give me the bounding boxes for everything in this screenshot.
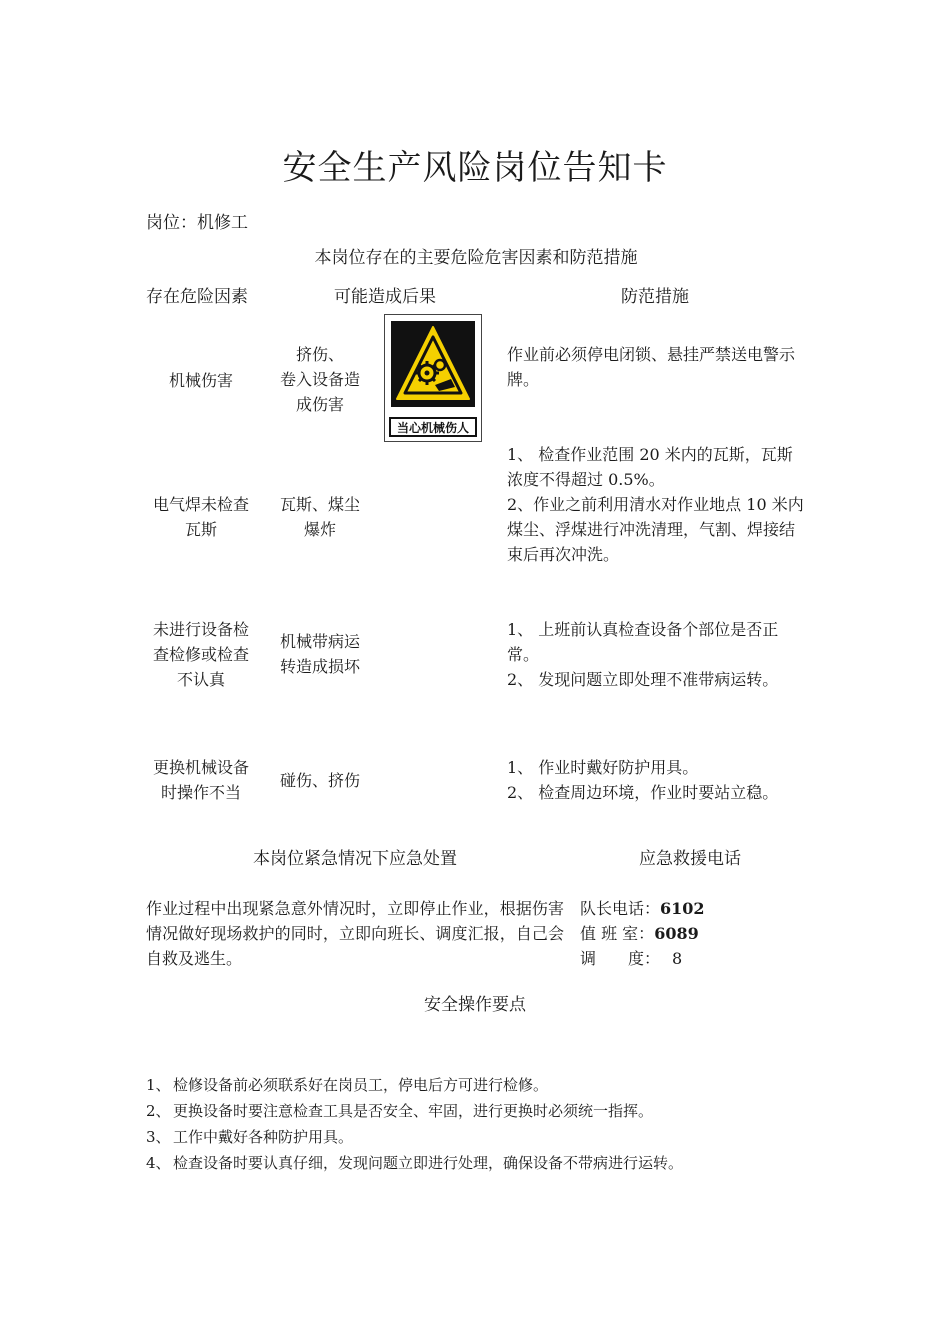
ops-title: 安全操作要点	[424, 995, 526, 1015]
page-title: 安全生产风险岗位告知卡	[282, 148, 668, 188]
ops-text: 工作中戴好各种防护用具。	[173, 1128, 354, 1146]
phone-row	[580, 946, 780, 971]
ops-text: 更换设备时要注意检查工具是否安全、牢固，进行更换时必须统一指挥。	[173, 1102, 654, 1120]
row4-consequence-line: 碰伤、挤伤	[279, 771, 360, 790]
phone-number: 8	[672, 949, 683, 968]
gear-hand-warning-icon	[385, 315, 481, 415]
row2-consequence-line: 瓦斯、煤尘	[279, 495, 360, 514]
sign-label: 当心机械伤人	[389, 417, 477, 437]
phone-list	[580, 896, 780, 971]
row4-measures	[507, 755, 807, 805]
ops-num: 3、	[146, 1128, 171, 1146]
row1-consequence	[270, 342, 370, 417]
row4-consequence	[270, 768, 370, 793]
row3-hazard: 未进行设备检查检修或检查不认真	[152, 620, 249, 689]
col-header-hazard: 存在危险因素	[146, 287, 248, 307]
row1-hazard: 机械伤害	[168, 371, 233, 390]
col-header-consequence: 可能造成后果	[334, 287, 436, 307]
post-line	[146, 210, 248, 236]
ops-text: 检查设备时要认真仔细，发现问题立即进行处理，确保设备不带病进行运转。	[173, 1154, 684, 1172]
phone-label: 队长电话：	[580, 899, 661, 918]
row3-consequence	[270, 629, 370, 679]
ops-num: 1、	[146, 1076, 171, 1094]
warning-sign	[384, 314, 482, 442]
row3-measure: 2、 发现问题立即处理不准带病运转。	[507, 670, 779, 689]
emergency-title: 本岗位紧急情况下应急处置	[253, 849, 457, 869]
col-header-measures: 防范措施	[621, 287, 689, 307]
phone-label: 值 班 室：	[580, 924, 655, 943]
row2-measures	[507, 442, 807, 567]
ops-list	[146, 1072, 826, 1176]
post-value: 机修工	[197, 213, 248, 233]
list-item	[146, 1150, 826, 1176]
post-label: 岗位：	[146, 213, 197, 233]
row1-consequence-line: 成伤害	[295, 395, 344, 414]
row4-measure: 1、 作业时戴好防护用具。	[507, 758, 699, 777]
row2-hazard: 电气焊未检查瓦斯	[152, 495, 249, 539]
phone-row	[580, 896, 780, 921]
hazard-section-title: 本岗位存在的主要危险危害因素和防范措施	[314, 248, 638, 268]
phone-row	[580, 921, 780, 946]
row3-consequence-line: 机械带病运	[279, 632, 360, 651]
phone-number: 6102	[660, 899, 705, 918]
list-item	[146, 1124, 826, 1150]
phones-title: 应急救援电话	[639, 849, 741, 869]
row3-consequence-line: 转造成损坏	[279, 657, 360, 676]
list-item	[146, 1072, 826, 1098]
row1-measure: 作业前必须停电闭锁、悬挂严禁送电警示牌。	[507, 345, 796, 389]
row1-consequence-line: 卷入设备造	[279, 370, 360, 389]
emergency-text: 作业过程中出现紧急意外情况时，立即停止作业，根据伤害情况做好现场救护的同时，立即向班长、调度汇报，自己会自救及逃生。	[146, 899, 564, 968]
phone-number: 6089	[654, 924, 699, 943]
row2-consequence-line: 爆炸	[303, 520, 336, 539]
ops-num: 4、	[146, 1154, 171, 1172]
row4-measure: 2、 检查周边环境，作业时要站立稳。	[507, 783, 779, 802]
list-item	[146, 1098, 826, 1124]
phone-label: 调 度：	[580, 949, 661, 968]
row2-consequence	[270, 492, 370, 542]
row4-hazard: 更换机械设备时操作不当	[152, 758, 249, 802]
row1-measures	[507, 342, 807, 392]
row3-measures	[507, 617, 807, 692]
row2-measure: 1、 检查作业范围 20 米内的瓦斯，瓦斯浓度不得超过 0.5%。	[507, 445, 793, 489]
ops-text: 检修设备前必须联系好在岗员工，停电后方可进行检修。	[173, 1076, 549, 1094]
ops-num: 2、	[146, 1102, 171, 1120]
row2-measure: 2、作业之前利用清水对作业地点 10 米内煤尘、浮煤进行冲洗清理，气割、焊接结束后再次冲洗。	[507, 495, 804, 564]
row3-measure: 1、 上班前认真检查设备个部位是否正常。	[507, 620, 779, 664]
row1-consequence-line: 挤伤、	[295, 345, 344, 364]
